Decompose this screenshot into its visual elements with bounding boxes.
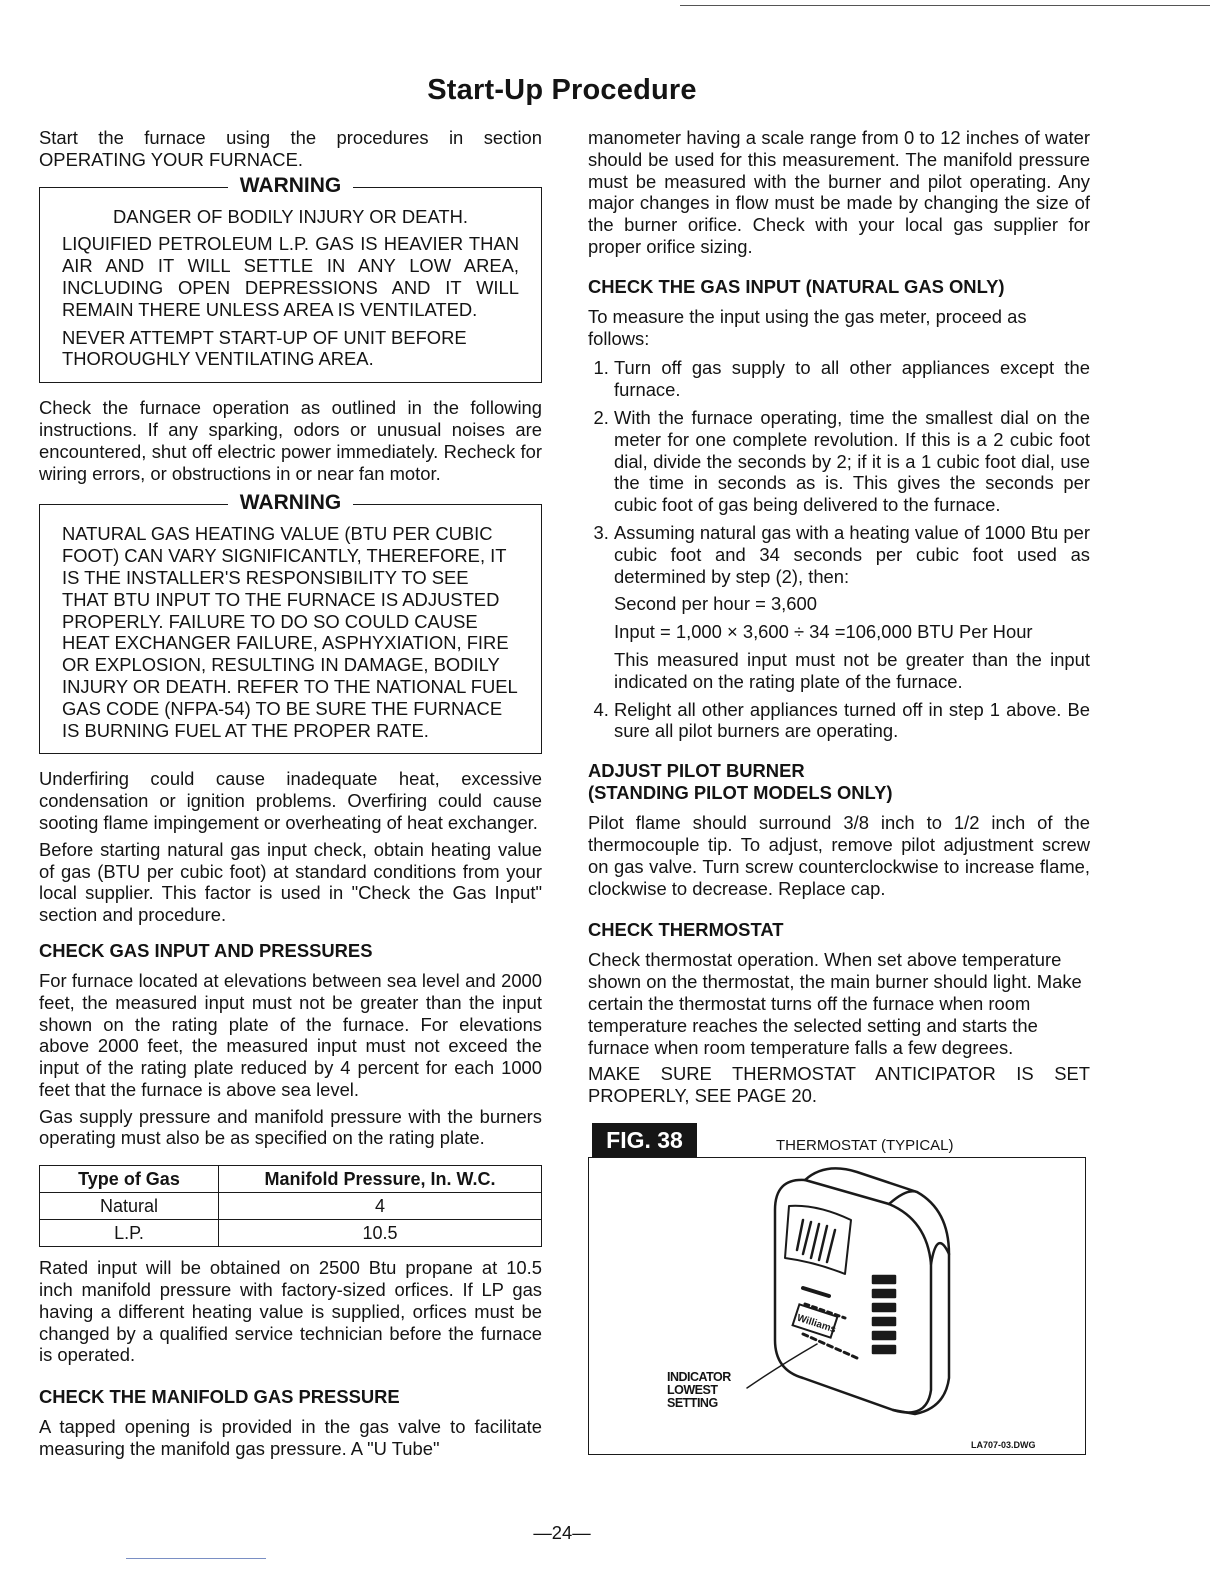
gas-input-intro: To measure the input using the gas meter, proceed as follows: <box>588 305 1027 349</box>
warning-title: WARNING <box>228 174 354 197</box>
list-item <box>614 699 1090 743</box>
right-column <box>588 127 1090 1455</box>
manifold-pressure-table <box>39 1165 542 1247</box>
step-3-note: This measured input must not be greater than the input indicated on the rating plate of the furnace. <box>614 648 1090 692</box>
page-number: —24— <box>533 1522 591 1543</box>
pilot-heading-line1: ADJUST PILOT BURNER <box>588 760 805 782</box>
thermostat-figure <box>588 1157 1086 1455</box>
step-4-text: Relight all other appliances turned off in step 1 above. Be sure all pilot burners are operating. <box>614 698 1090 742</box>
warning-title: WARNING <box>228 491 354 514</box>
anticipator-paragraph: MAKE SURE THERMOSTAT ANTICIPATOR IS SET PROPERLY, SEE PAGE 20. <box>588 1063 1090 1107</box>
table-header-pressure: Manifold Pressure, In. W.C. <box>219 1166 542 1193</box>
list-item <box>614 522 1090 693</box>
pilot-heading-line2: (STANDING PILOT MODELS ONLY) <box>588 782 893 804</box>
bottom-rule <box>126 1558 266 1559</box>
thermostat-illustration <box>589 1158 1085 1454</box>
table-cell-type: Natural <box>40 1193 219 1220</box>
indicator-label <box>667 1371 731 1410</box>
step-3-text: 3. Assuming natural gas with a heating value of 1000 Btu per cubic foot and 34 seconds per cubic foot used as determined by step (2), then: <box>614 521 1090 587</box>
section-heading-thermostat: CHECK THERMOSTAT <box>588 919 784 941</box>
indicator-label-line3: SETTING <box>667 1395 718 1410</box>
warning-danger-line: DANGER OF BODILY INJURY OR DEATH. <box>113 205 468 227</box>
manifold-paragraph: A tapped opening is provided in the gas valve to facilitate measuring the manifold gas pressure. A "U Tube" <box>39 1416 542 1460</box>
supply-pressure-paragraph: Gas supply pressure and manifold pressure with the burners operating must also be as specified on the rating plate. <box>39 1105 542 1149</box>
pilot-paragraph: Pilot flame should surround 3/8 inch to 1/2 inch of the thermocouple tip. To adjust, remove pilot adjustment screw on gas valve. Turn screw counterclockwise to increase flame, clockwise to decrease. Replace cap. <box>588 812 1090 899</box>
indicator-label-line2: LOWEST <box>667 1382 718 1397</box>
gas-input-steps <box>588 357 1090 742</box>
intro-paragraph: Start the furnace using the procedures in section OPERATING YOUR FURNACE. <box>39 127 542 170</box>
figure-header <box>588 1123 1090 1157</box>
dial-window <box>785 1206 851 1274</box>
top-rule <box>680 5 1210 6</box>
step-2-text: With the furnace operating, time the smallest dial on the meter for one complete revolution. If this is a 2 cubic foot dial, divide the seconds by 2; if it is a 1 cubic foot dial, use the time in seconds as is. This gives the seconds per cubic foot of gas being delivered to the furnace. <box>614 406 1090 516</box>
rated-input-paragraph: Rated input will be obtained on 2500 Btu propane at 10.5 inch manifold pressure with factory-sized orfices. If LP gas having a different heating value is supplied, orfices must be changed by a qualified service technician before the furnace is operated. <box>39 1257 542 1366</box>
table-cell-pressure: 4 <box>219 1193 542 1220</box>
figure-badge: FIG. 38 <box>592 1123 697 1157</box>
section-heading-input-pressures: CHECK GAS INPUT AND PRESSURES <box>39 939 373 961</box>
table-header-gas-type: Type of Gas <box>40 1166 219 1193</box>
section-heading-pilot <box>588 760 1090 804</box>
check-operation-paragraph: Check the furnace operation as outlined in the following instructions. If any sparking, odors or unusual noises are encountered, shut off electric power immediately. Recheck for wiring errors, or obstructions in or near fan motor. <box>39 397 542 484</box>
list-item <box>614 407 1090 516</box>
table-row <box>40 1193 542 1220</box>
brand-plate <box>793 1304 838 1337</box>
drawing-code: LA707-03.DWG <box>971 1439 1036 1450</box>
section-heading-gas-input: CHECK THE GAS INPUT (NATURAL GAS ONLY) <box>588 275 1005 297</box>
table-row <box>40 1220 542 1247</box>
brand-label: Williams <box>795 1312 838 1336</box>
section-heading-manifold-pressure: CHECK THE MANIFOLD GAS PRESSURE <box>39 1386 400 1408</box>
underfiring-paragraph: Underfiring could cause inadequate heat, excessive condensation or ignition problems. Overfiring could cause sooting flame impingement or overheating of heat exchanger. <box>39 768 542 833</box>
warning-btu-text: NATURAL GAS HEATING VALUE (BTU PER CUBIC FOOT) CAN VARY SIGNIFICANTLY, THEREFORE, IT IS THE INSTALLER'S RESPONSIBILITY TO SEE THAT BTU INPUT TO THE FURNACE IS ADJUSTED PROPERLY. FAILURE TO DO SO COULD CAUSE HEAT EXCHANGER FAILURE, ASPHYXIATION, FIRE OR EXPLOSION, RESULTING IN DAMAGE, BODILY INJURY OR DEATH. REFER TO THE NATIONAL FUEL GAS CODE (NFPA-54) TO BE SURE THE FURNACE IS BURNING FUEL AT THE PROPER RATE. <box>62 523 518 741</box>
left-column <box>39 127 542 1468</box>
manometer-paragraph: manometer having a scale range from 0 to 12 inches of water should be used for this measurement. The manifold pressure must be measured with the burner and pilot operating. Any major changes in flow must be made by changing the size of the burner orifice. Check with your local gas supplier for proper orifice sizing. <box>588 127 1090 257</box>
before-starting-paragraph: Before starting natural gas input check, obtain heating value of gas (BTU per cubic foot) at standard conditions from your local supplier. This factor is used in "Check the Gas Input" section and procedure. <box>39 838 542 926</box>
step-3-calc-seconds: Second per hour = 3,600 <box>614 593 817 615</box>
table-header-row <box>40 1166 542 1193</box>
warning-box-lp-gas <box>39 173 542 384</box>
thermostat-paragraph: Check thermostat operation. When set above temperature shown on the thermostat, the main burner should light. Make certain the thermostat turns off the furnace when room temperature reaches the selected setting and starts the furnace when room temperature falls a few degrees. <box>588 949 1082 1058</box>
warning-lp-text: LIQUIFIED PETROLEUM L.P. GAS IS HEAVIER THAN AIR AND IT WILL SETTLE IN ANY LOW AREA, INCLUDING OPEN DEPRESSIONS AND IT WILL REMAIN THERE UNLESS AREA IS VENTILATED. <box>62 233 519 320</box>
step-3-calc-input: Input = 1,000 × 3,600 ÷ 34 =106,000 BTU Per Hour <box>614 621 1033 643</box>
table-cell-type: L.P. <box>40 1220 219 1247</box>
elevation-paragraph: For furnace located at elevations between sea level and 2000 feet, the measured input must not be greater than the input shown on the rating plate of the furnace. For elevations above 2000 feet, the measured input must not exceed the input of the rating plate reduced by 4 percent for each 1000 feet that the furnace is above sea level. <box>39 969 542 1100</box>
step-1-text: Turn off gas supply to all other appliances except the furnace. <box>614 357 1090 401</box>
list-item <box>614 357 1090 401</box>
warning-ventilate-text: NEVER ATTEMPT START-UP OF UNIT BEFORE THOROUGHLY VENTILATING AREA. <box>62 326 467 370</box>
indicator-label-line1: INDICATOR <box>667 1369 731 1384</box>
table-cell-pressure: 10.5 <box>219 1220 542 1247</box>
page-title: Start-Up Procedure <box>427 74 697 106</box>
figure-caption: THERMOSTAT (TYPICAL) <box>776 1136 954 1154</box>
warning-box-btu <box>39 491 542 754</box>
thermostat-front-face <box>775 1180 931 1413</box>
